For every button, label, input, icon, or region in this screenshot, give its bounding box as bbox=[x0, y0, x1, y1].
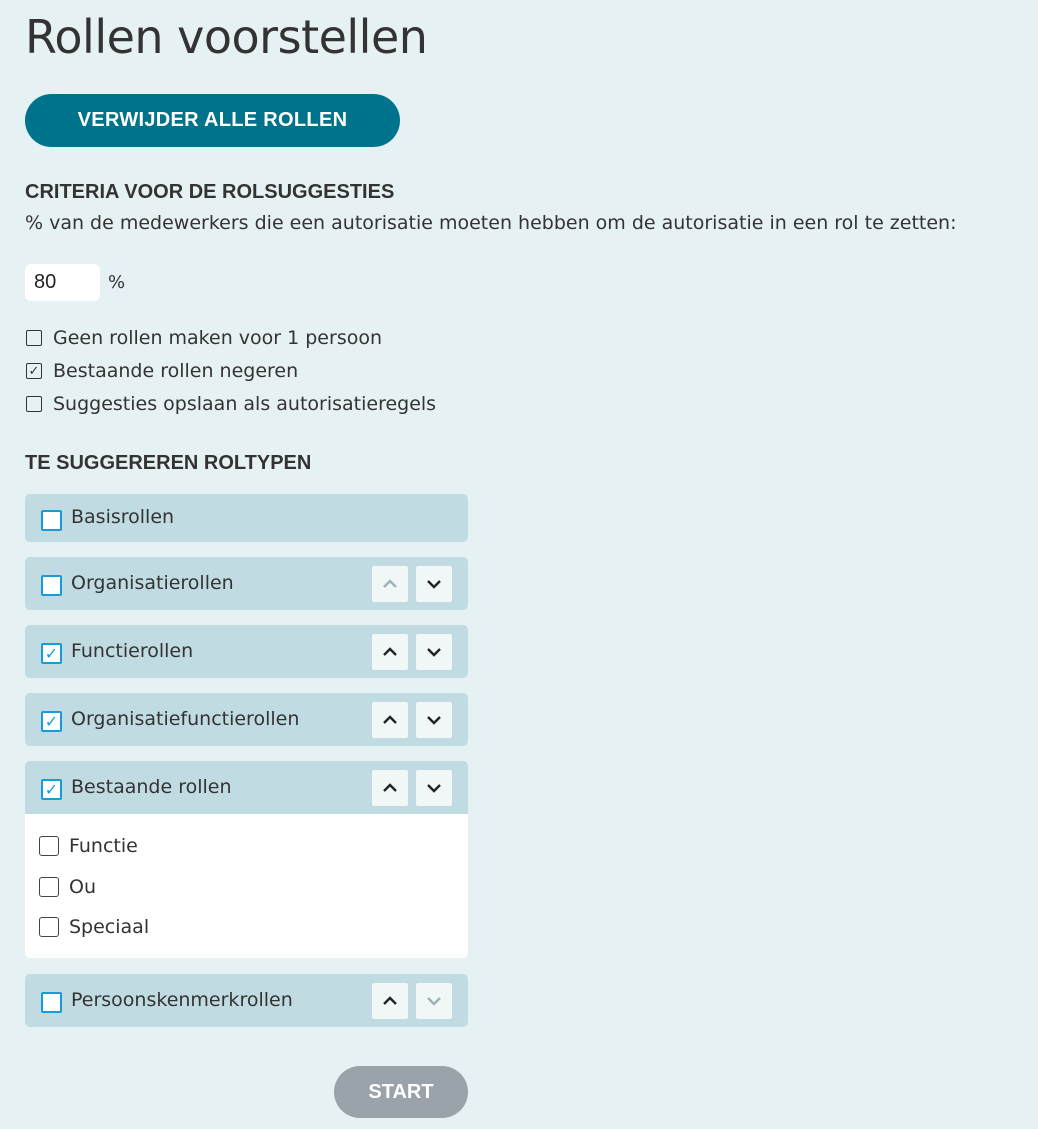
chevron-up-icon bbox=[380, 778, 400, 798]
sub-option-functie[interactable] bbox=[39, 835, 138, 857]
chevron-down-icon bbox=[424, 642, 444, 662]
checkmark-icon: ✓ bbox=[44, 712, 59, 731]
option-label: Suggesties opslaan als autorisatieregels bbox=[53, 393, 437, 415]
move-up-button[interactable] bbox=[372, 770, 408, 806]
move-down-button[interactable] bbox=[416, 566, 452, 602]
role-type-persoonskenmerkrollen bbox=[25, 974, 468, 1027]
checkbox[interactable] bbox=[39, 836, 59, 856]
percentage-input[interactable] bbox=[25, 264, 100, 301]
move-down-button[interactable] bbox=[416, 983, 452, 1019]
checkmark-icon: ✓ bbox=[44, 780, 59, 799]
sub-option-ou[interactable] bbox=[39, 876, 96, 898]
role-type-basisrollen bbox=[25, 494, 468, 542]
criteria-heading: CRITERIA VOOR DE ROLSUGGESTIES bbox=[25, 181, 395, 203]
role-types-heading: TE SUGGEREREN ROLTYPEN bbox=[25, 452, 312, 474]
role-type-organisatierollen bbox=[25, 557, 468, 610]
checkbox[interactable] bbox=[26, 330, 42, 346]
option-label: Geen rollen maken voor 1 persoon bbox=[53, 327, 383, 349]
start-button[interactable]: START bbox=[334, 1066, 468, 1118]
chevron-up-icon bbox=[380, 642, 400, 662]
move-up-button[interactable] bbox=[372, 566, 408, 602]
option-ignore-existing-roles[interactable] bbox=[26, 360, 298, 382]
sub-option-label: Functie bbox=[69, 835, 138, 857]
checkmark-icon: ✓ bbox=[44, 644, 59, 663]
checkmark-icon: ✓ bbox=[28, 363, 40, 379]
role-label: Functierollen bbox=[71, 640, 194, 662]
role-checkbox[interactable] bbox=[41, 992, 62, 1013]
role-checkbox-checked[interactable] bbox=[41, 643, 62, 664]
role-label: Bestaande rollen bbox=[71, 776, 232, 798]
chevron-down-icon bbox=[424, 778, 444, 798]
chevron-down-icon bbox=[424, 574, 444, 594]
checkbox[interactable] bbox=[26, 396, 42, 412]
move-down-button[interactable] bbox=[416, 634, 452, 670]
checkbox[interactable] bbox=[39, 877, 59, 897]
move-up-button[interactable] bbox=[372, 634, 408, 670]
move-down-button[interactable] bbox=[416, 770, 452, 806]
remove-all-roles-button[interactable]: VERWIJDER ALLE ROLLEN bbox=[25, 94, 400, 147]
sub-option-label: Speciaal bbox=[69, 916, 150, 938]
role-label: Organisatiefunctierollen bbox=[71, 708, 300, 730]
move-up-button[interactable] bbox=[372, 702, 408, 738]
chevron-down-icon bbox=[424, 710, 444, 730]
role-type-organisatiefunctierollen bbox=[25, 693, 468, 746]
sub-option-speciaal[interactable] bbox=[39, 916, 149, 938]
option-no-single-person-roles[interactable] bbox=[26, 327, 382, 349]
role-checkbox[interactable] bbox=[41, 510, 62, 531]
chevron-up-icon bbox=[380, 574, 400, 594]
role-type-functierollen bbox=[25, 625, 468, 678]
move-up-button[interactable] bbox=[372, 983, 408, 1019]
chevron-up-icon bbox=[380, 710, 400, 730]
checkbox-checked[interactable] bbox=[26, 363, 42, 379]
option-save-as-authorization-rules[interactable] bbox=[26, 393, 436, 415]
page-title: Rollen voorstellen bbox=[25, 10, 428, 64]
role-type-bestaande-rollen bbox=[25, 761, 468, 814]
percentage-unit: % bbox=[108, 272, 126, 293]
bestaande-rollen-sub-options bbox=[25, 814, 468, 958]
role-label: Persoonskenmerkrollen bbox=[71, 989, 293, 1011]
checkbox[interactable] bbox=[39, 917, 59, 937]
chevron-down-icon bbox=[424, 991, 444, 1011]
role-checkbox-checked[interactable] bbox=[41, 779, 62, 800]
sub-option-label: Ou bbox=[69, 876, 96, 898]
option-label: Bestaande rollen negeren bbox=[53, 360, 299, 382]
role-label: Basisrollen bbox=[71, 506, 175, 528]
role-checkbox-checked[interactable] bbox=[41, 711, 62, 732]
role-label: Organisatierollen bbox=[71, 572, 234, 594]
chevron-up-icon bbox=[380, 991, 400, 1011]
criteria-description: % van de medewerkers die een autorisatie moeten hebben om de autorisatie in een rol te zetten: bbox=[25, 212, 957, 234]
move-down-button[interactable] bbox=[416, 702, 452, 738]
role-checkbox[interactable] bbox=[41, 575, 62, 596]
